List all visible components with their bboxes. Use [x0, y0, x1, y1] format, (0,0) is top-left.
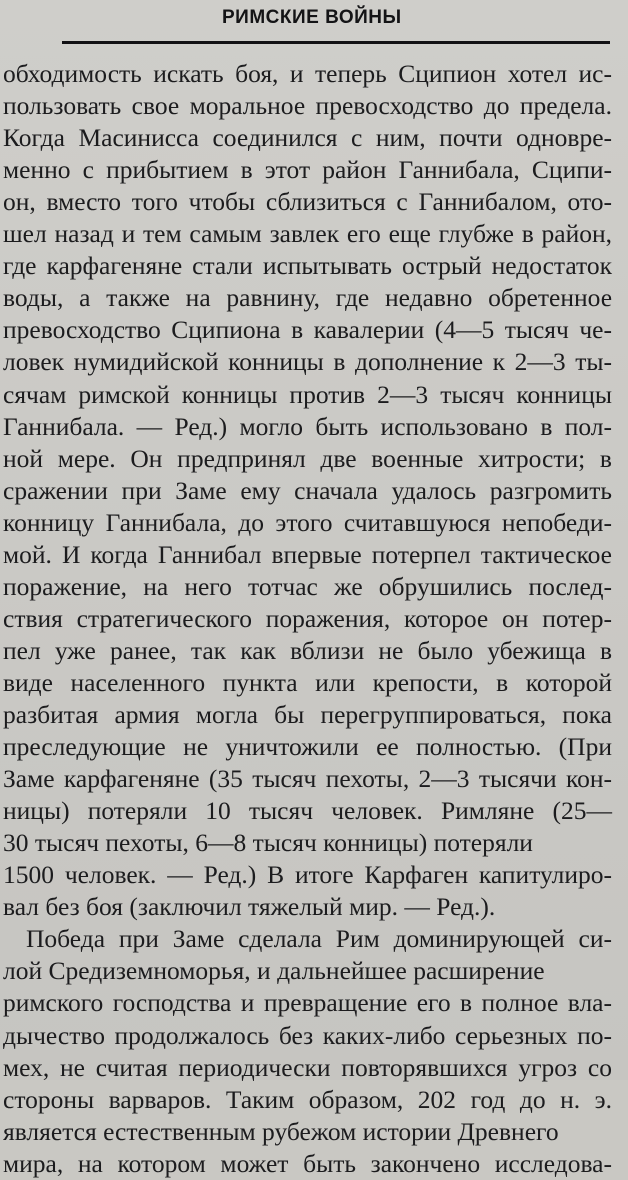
text-line: пел уже ранее, так как вблизи не было убежища в: [3, 635, 613, 665]
text-line: обходимость искать боя, и теперь Сципион хотел ис-: [3, 59, 612, 88]
text-line: он, вместо того чтобы сблизиться с Ганнибалом, ото-: [3, 187, 613, 217]
text-line: стороны варваров. Таким образом, 202 год до н. э.: [3, 1084, 612, 1114]
text-line: пользовать свое моральное превосходство до предела.: [3, 91, 612, 120]
text-line: конницу Ганнибала, до этого считавшуюся непобеди-: [3, 507, 612, 537]
text-line: ной мере. Он предпринял две военные хитрости; в: [3, 443, 612, 473]
text-line: Заме карфагеняне (35 тысяч пехоты, 2—3 тысячи кон-: [3, 764, 612, 794]
text-line: ствия стратегического поражения, которое он потер-: [3, 603, 612, 633]
text-line: мех, не считая периодически повторявшихся угроз со: [3, 1052, 612, 1082]
header-rule: [62, 41, 610, 44]
text-line: 30 тысяч пехоты, 6—8 тысяч конницы) потеряли: [3, 828, 533, 858]
text-line: сражении при Заме ему сначала удалось разгромить: [3, 475, 612, 505]
text-line: вал без боя (заключил тяжелый мир. — Ред.).: [3, 892, 496, 922]
text-line: Победа при Заме сделала Рим доминирующей си-: [26, 924, 612, 954]
text-line: разбитая армия могла бы перегруппироваться, пока: [3, 700, 613, 729]
text-line: менно с прибытием в этот район Ганнибала, Сципи-: [3, 155, 613, 185]
text-line: лой Средиземноморья, и дальнейшее расширение: [3, 956, 545, 986]
text-line: сячам римской конницы против 2—3 тысяч конницы: [3, 379, 612, 409]
text-line: Когда Масинисса соединился с ним, почти одновре-: [3, 123, 613, 153]
text-line: поражение, на него тотчас же обрушились послед-: [3, 571, 612, 601]
text-line: шел назад и тем самым завлек его еще глубже в район,: [3, 219, 613, 249]
text-line: 1500 человек. — Ред.) В итоге Карфаген капитулиро-: [3, 860, 613, 890]
text-line: мира, на котором может быть закончено исследова-: [3, 1148, 612, 1178]
text-line: виде населенного пункта или крепости, в которой: [3, 667, 612, 697]
text-line: римского господства и превращение его в полное вла-: [3, 988, 612, 1018]
text-line: преследующие не уничтожили ее полностью. (При: [3, 732, 612, 761]
page-header: [0, 0, 628, 50]
text-line: является естественным рубежом истории Древнего: [3, 1116, 559, 1146]
text-line: ницы) потеряли 10 тысяч человек. Римляне (25—: [3, 796, 612, 826]
text-line: воды, а также на равнину, где недавно обретенное: [3, 283, 613, 313]
text-line: Ганнибала. — Ред.) могло быть использовано в пол-: [3, 411, 613, 441]
text-line: дычество продолжалось без каких-либо серьезных по-: [3, 1020, 613, 1050]
text-line: превосходство Сципиона в кавалерии (4—5 тысяч че-: [3, 315, 612, 345]
text-line: ловек нумидийской конницы в дополнение к 2—3 ты-: [3, 347, 613, 377]
text-line: где карфагеняне стали испытывать острый недостаток: [3, 251, 612, 281]
text-line: мой. И когда Ганнибал впервые потерпел тактическое: [3, 539, 612, 569]
running-head: РИМСКИЕ ВОЙНЫ: [222, 7, 402, 28]
